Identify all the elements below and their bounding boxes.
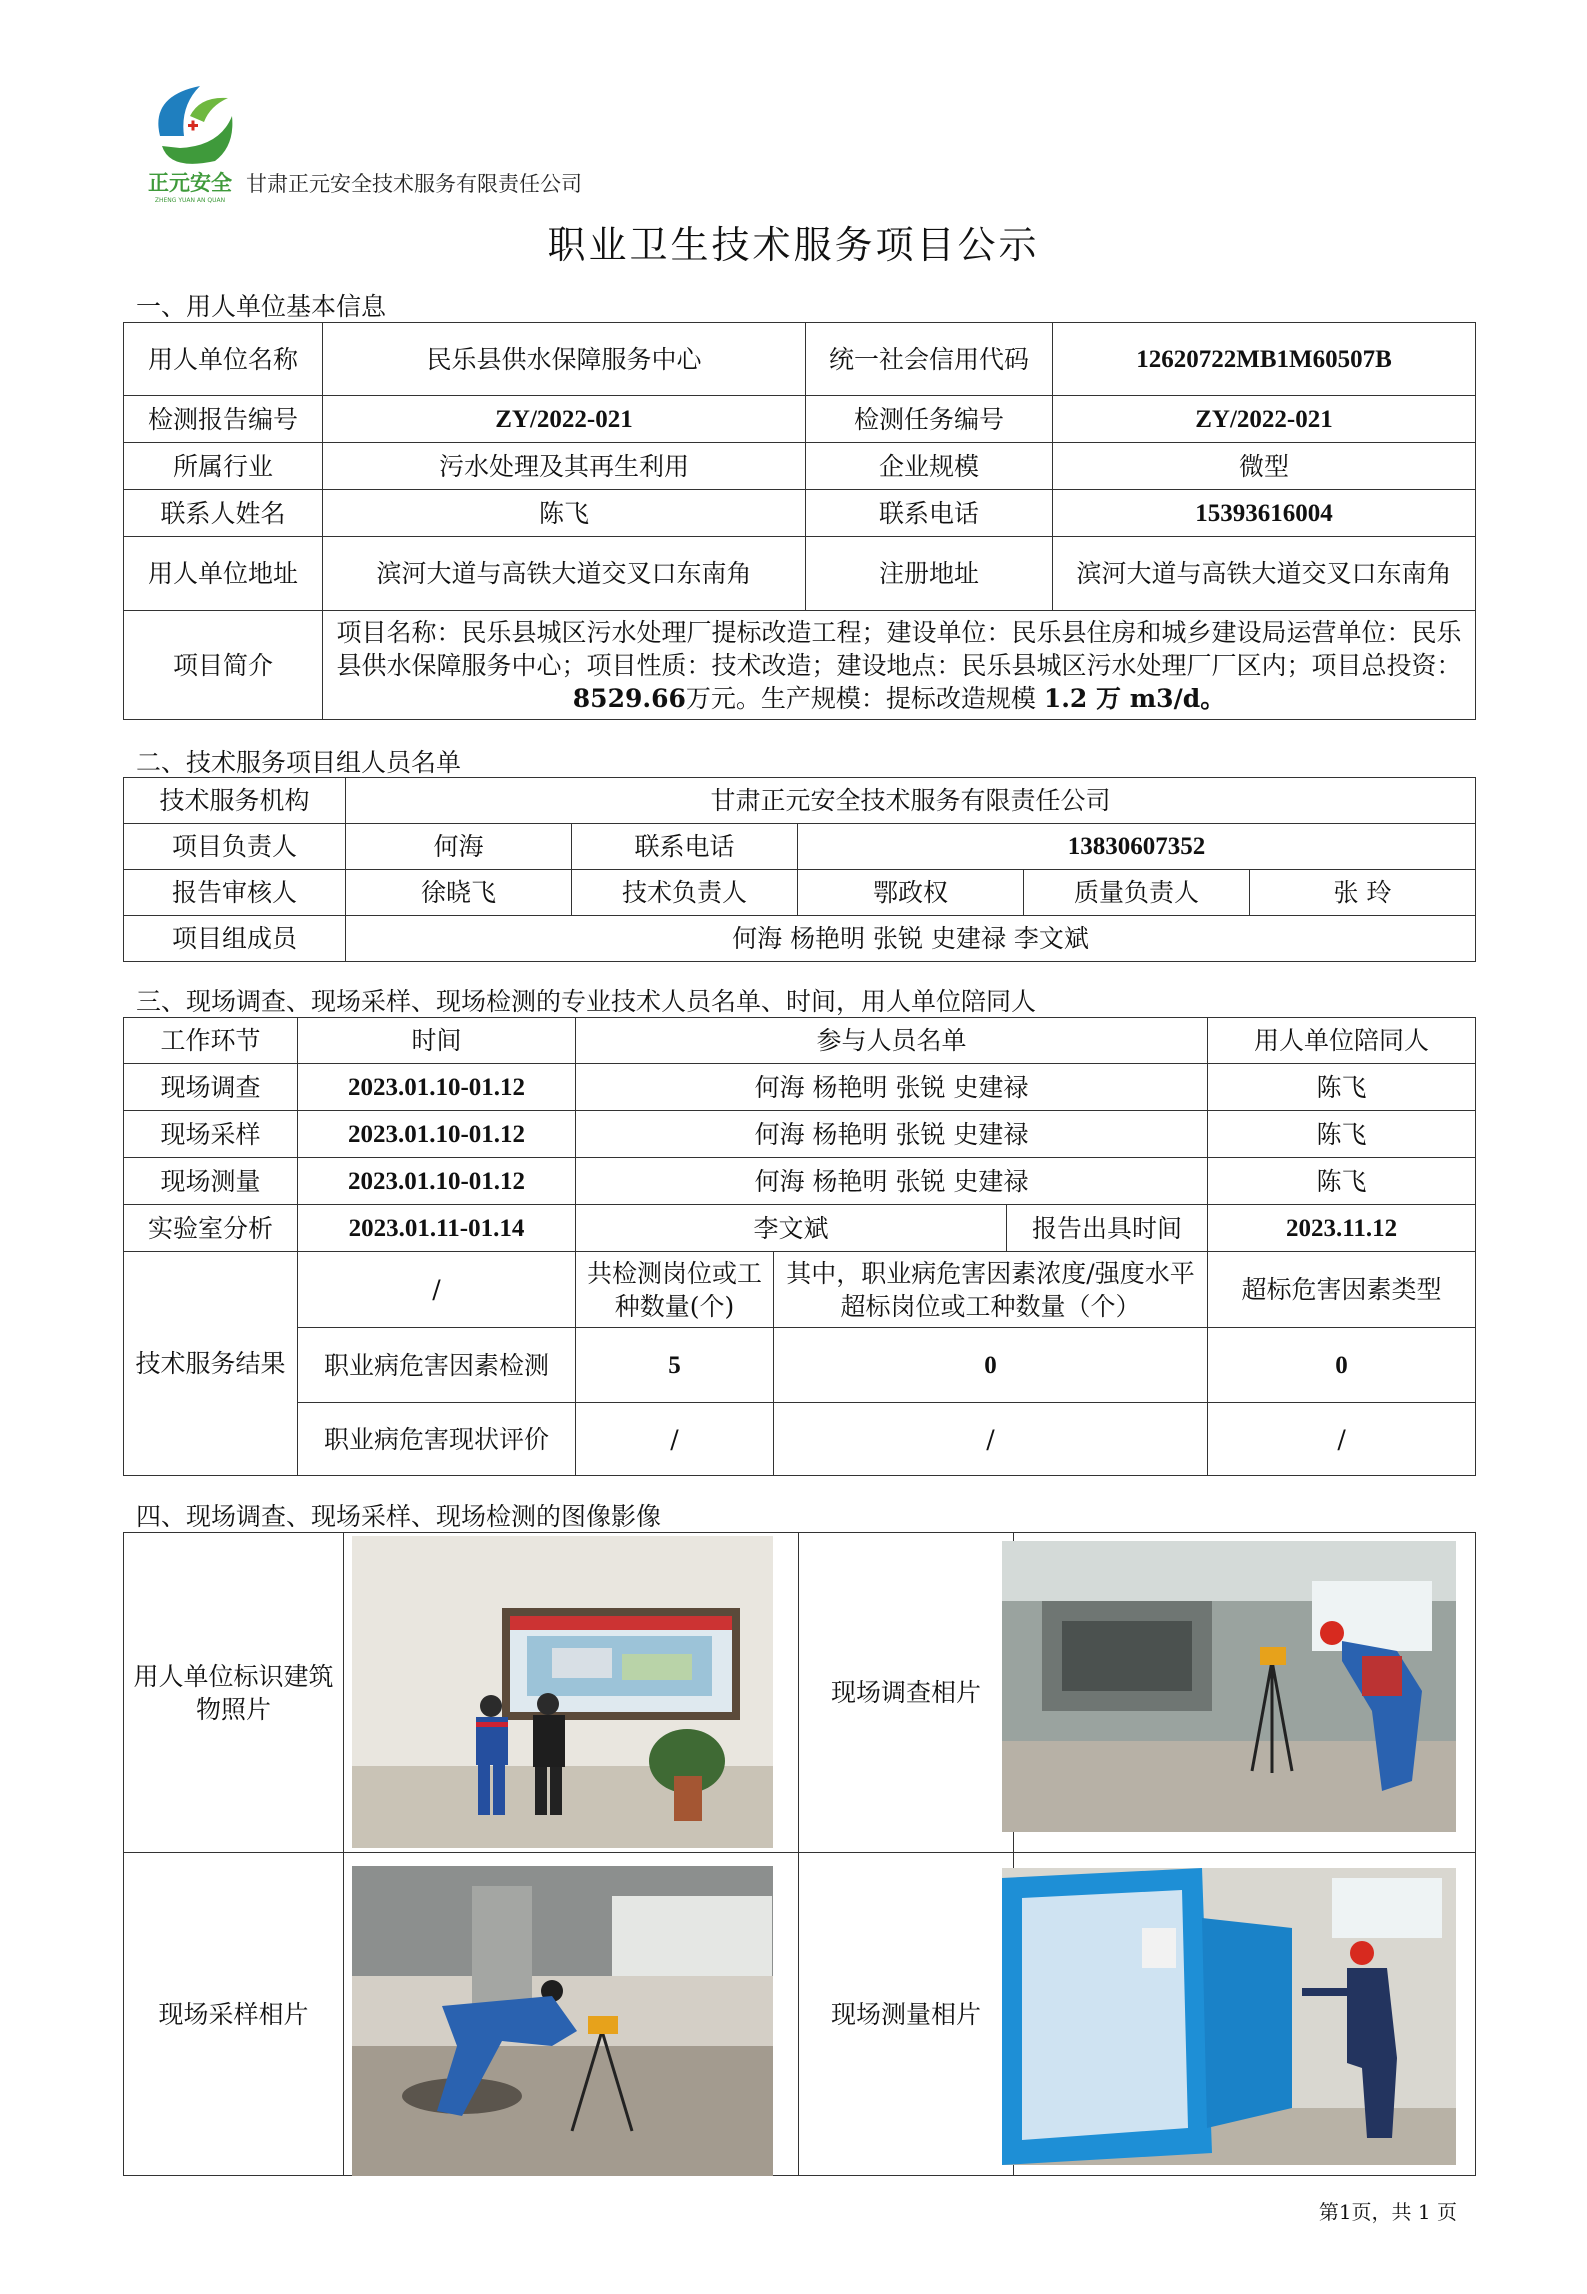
cell-label: 现场调查 bbox=[124, 1064, 298, 1111]
table-row bbox=[124, 1205, 1476, 1252]
column-header: 参与人员名单 bbox=[576, 1018, 1208, 1064]
table-row bbox=[124, 396, 1476, 443]
cell-label: 企业规模 bbox=[806, 443, 1053, 490]
project-intro bbox=[323, 611, 1476, 720]
fieldwork-table bbox=[123, 1017, 1476, 1476]
company-logo bbox=[140, 76, 240, 206]
result-label: 技术服务结果 bbox=[124, 1252, 298, 1476]
column-header: 超标危害因素类型 bbox=[1208, 1252, 1476, 1328]
logo-text: 正元安全 bbox=[148, 171, 232, 195]
table-row bbox=[124, 1403, 1476, 1476]
table-row bbox=[124, 443, 1476, 490]
cell-label: 检测报告编号 bbox=[124, 396, 323, 443]
credit-code: 12620722MB1M60507B bbox=[1053, 323, 1476, 396]
cell-companion: 陈飞 bbox=[1208, 1064, 1476, 1111]
sampling-photo bbox=[352, 1866, 773, 2176]
cell-label: 技术负责人 bbox=[572, 870, 798, 916]
cell-label: 报告审核人 bbox=[124, 870, 346, 916]
cell-exceed: / bbox=[774, 1403, 1208, 1476]
photo-label: 现场测量相片 bbox=[799, 1853, 1014, 2176]
cell-label: 职业病危害因素检测 bbox=[298, 1328, 576, 1403]
table-row bbox=[124, 916, 1476, 962]
cell-people: 何海 杨艳明 张锐 史建禄 bbox=[576, 1111, 1208, 1158]
cell-value: 微型 bbox=[1053, 443, 1476, 490]
lead-phone: 13830607352 bbox=[798, 824, 1476, 870]
cell-time: 2023.01.11-01.14 bbox=[298, 1205, 576, 1252]
cell-people: 李文斌 bbox=[576, 1205, 1007, 1252]
intro-scale: 1.2 万 m3/d。 bbox=[1043, 683, 1226, 713]
cell-label: 现场采样 bbox=[124, 1111, 298, 1158]
table-row bbox=[124, 1252, 1476, 1328]
cell-label: 联系电话 bbox=[572, 824, 798, 870]
report-date: 2023.11.12 bbox=[1208, 1205, 1476, 1252]
cell-companion: 陈飞 bbox=[1208, 1111, 1476, 1158]
cell-value: 陈飞 bbox=[323, 490, 806, 537]
cell-value: 甘肃正元安全技术服务有限责任公司 bbox=[346, 778, 1476, 824]
task-number: ZY/2022-021 bbox=[1053, 396, 1476, 443]
section-heading-4: 四、现场调查、现场采样、现场检测的图像影像 bbox=[136, 1502, 662, 1531]
cell-exceed: 0 bbox=[774, 1328, 1208, 1403]
column-header: 时间 bbox=[298, 1018, 576, 1064]
cell-label: 项目组成员 bbox=[124, 916, 346, 962]
cell-label: 实验室分析 bbox=[124, 1205, 298, 1252]
cell-label: 质量负责人 bbox=[1024, 870, 1250, 916]
cell-label: 统一社会信用代码 bbox=[806, 323, 1053, 396]
table-header-row bbox=[124, 1018, 1476, 1064]
cell-value: 何海 杨艳明 张锐 史建禄 李文斌 bbox=[346, 916, 1476, 962]
cell-value: 徐晓飞 bbox=[346, 870, 572, 916]
table-row bbox=[124, 611, 1476, 720]
column-header: 工作环节 bbox=[124, 1018, 298, 1064]
cell-value: 滨河大道与高铁大道交叉口东南角 bbox=[323, 537, 806, 611]
section-heading-2: 二、技术服务项目组人员名单 bbox=[136, 748, 462, 777]
table-row bbox=[124, 1328, 1476, 1403]
team-table bbox=[123, 777, 1476, 962]
cell-value: 滨河大道与高铁大道交叉口东南角 bbox=[1053, 537, 1476, 611]
building-photo bbox=[352, 1536, 773, 1848]
table-row bbox=[124, 778, 1476, 824]
table-row bbox=[124, 1158, 1476, 1205]
table-row bbox=[124, 1064, 1476, 1111]
report-number: ZY/2022-021 bbox=[323, 396, 806, 443]
logo-pinyin: ZHENG YUAN AN QUAN bbox=[154, 197, 226, 204]
cell-value: 何海 bbox=[346, 824, 572, 870]
cell-label: 技术服务机构 bbox=[124, 778, 346, 824]
measurement-photo bbox=[1002, 1868, 1456, 2165]
table-row bbox=[124, 870, 1476, 916]
cell-type: / bbox=[1208, 1403, 1476, 1476]
cell-label: 用人单位地址 bbox=[124, 537, 323, 611]
page-title: 职业卫生技术服务项目公示 bbox=[547, 223, 1040, 267]
table-row bbox=[124, 490, 1476, 537]
table-row bbox=[124, 824, 1476, 870]
cell-type: 0 bbox=[1208, 1328, 1476, 1403]
cell-value: 污水处理及其再生利用 bbox=[323, 443, 806, 490]
cell-label: 报告出具时间 bbox=[1007, 1205, 1208, 1252]
column-header: 其中，职业病危害因素浓度/强度水平超标岗位或工种数量（个） bbox=[774, 1252, 1208, 1328]
photo-label: 现场采样相片 bbox=[124, 1853, 344, 2176]
cell-label: 用人单位名称 bbox=[124, 323, 323, 396]
cell-label: 检测任务编号 bbox=[806, 396, 1053, 443]
cell-time: 2023.01.10-01.12 bbox=[298, 1111, 576, 1158]
cell-label: 职业病危害现状评价 bbox=[298, 1403, 576, 1476]
cell-time: 2023.01.10-01.12 bbox=[298, 1158, 576, 1205]
page-number: 第1页，共 1 页 bbox=[1318, 2200, 1457, 2224]
column-header: / bbox=[298, 1252, 576, 1328]
cell-value: 鄂政权 bbox=[798, 870, 1024, 916]
intro-text-b: 万元。生产规模：提标改造规模 bbox=[685, 683, 1036, 713]
cell-label: 现场测量 bbox=[124, 1158, 298, 1205]
company-name: 甘肃正元安全技术服务有限责任公司 bbox=[246, 172, 582, 196]
table-row bbox=[124, 323, 1476, 396]
photo-label: 现场调查相片 bbox=[799, 1533, 1014, 1853]
cell-count: / bbox=[576, 1403, 774, 1476]
cell-label: 联系电话 bbox=[806, 490, 1053, 537]
cell-people: 何海 杨艳明 张锐 史建禄 bbox=[576, 1064, 1208, 1111]
photo-label: 用人单位标识建筑物照片 bbox=[124, 1533, 344, 1853]
column-header: 用人单位陪同人 bbox=[1208, 1018, 1476, 1064]
cell-value: 民乐县供水保障服务中心 bbox=[323, 323, 806, 396]
intro-invest: 8529.66 bbox=[572, 683, 686, 713]
employer-info-table bbox=[123, 322, 1476, 720]
cell-label: 联系人姓名 bbox=[124, 490, 323, 537]
cell-time: 2023.01.10-01.12 bbox=[298, 1064, 576, 1111]
table-row bbox=[124, 1111, 1476, 1158]
column-header: 共检测岗位或工种数量(个) bbox=[576, 1252, 774, 1328]
cell-companion: 陈飞 bbox=[1208, 1158, 1476, 1205]
survey-photo bbox=[1002, 1541, 1456, 1832]
cell-value: 张 玲 bbox=[1250, 870, 1476, 916]
intro-text-a: 项目名称：民乐县城区污水处理厂提标改造工程；建设单位：民乐县住房和城乡建设局运营单位：民乐县供水保障服务中心；项目性质：技术改造；建设地点：民乐县城区污水处理厂厂区内；项目总投资： bbox=[336, 617, 1462, 680]
cell-label: 项目负责人 bbox=[124, 824, 346, 870]
cell-count: 5 bbox=[576, 1328, 774, 1403]
cell-label: 注册地址 bbox=[806, 537, 1053, 611]
contact-phone: 15393616004 bbox=[1053, 490, 1476, 537]
cell-people: 何海 杨艳明 张锐 史建禄 bbox=[576, 1158, 1208, 1205]
cell-label: 所属行业 bbox=[124, 443, 323, 490]
section-heading-1: 一、用人单位基本信息 bbox=[136, 292, 387, 321]
cell-label: 项目简介 bbox=[124, 611, 323, 720]
section-heading-3: 三、现场调查、现场采样、现场检测的专业技术人员名单、时间，用人单位陪同人 bbox=[136, 987, 1037, 1016]
table-row bbox=[124, 537, 1476, 611]
